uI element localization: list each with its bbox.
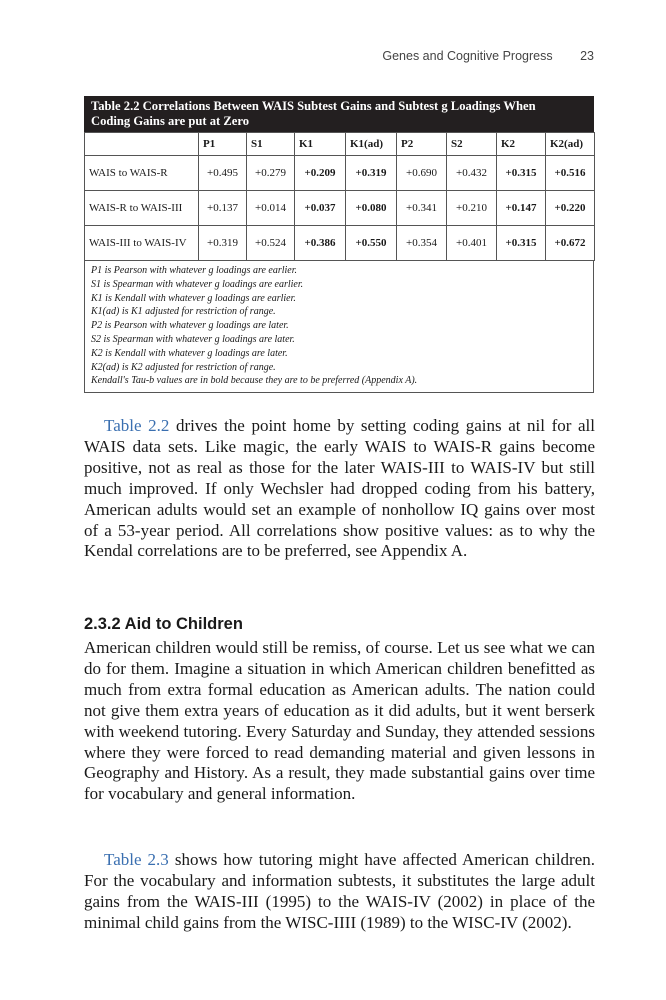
column-header-s2: S2 [447, 133, 497, 156]
table-cell: +0.386 [295, 226, 346, 261]
table-cell: +0.672 [546, 226, 595, 261]
table-cell: +0.315 [497, 226, 546, 261]
table-cell: +0.319 [199, 226, 247, 261]
column-header-k2: K2 [497, 133, 546, 156]
table-row [85, 191, 595, 226]
table-note: P2 is Pearson with whatever g loadings are later. [91, 320, 289, 332]
column-header-p1: P1 [199, 133, 247, 156]
column-header [85, 133, 199, 156]
table-cell: +0.137 [199, 191, 247, 226]
table-cell: +0.432 [447, 156, 497, 191]
table-note: K2 is Kendall with whatever g loadings are later. [91, 347, 288, 359]
page-number: 23 [580, 49, 594, 63]
table-cell: +0.516 [546, 156, 595, 191]
table-caption-line-1: Table 2.2 Correlations Between WAIS Subtest Gains and Subtest g Loadings When [91, 99, 536, 113]
table-notes [84, 261, 594, 393]
paragraph-text: drives the point home by setting coding gains at nil for all WAIS data sets. Like magic, the early WAIS to WAIS-R gains become positive, not as real as those for the later WAIS-III to WAIS-IV but still much improved. If only Wechsler had dropped coding from his battery, American adults would set an example of nonhollow IQ gains over most of a 53-year period. All correlations show positive values: as to why the Kendal correlations are to be preferred, see Appendix A. [84, 416, 595, 561]
table-note: S1 is Spearman with whatever g loadings are earlier. [91, 278, 304, 290]
table-cell: +0.279 [247, 156, 295, 191]
table-cell: +0.220 [546, 191, 595, 226]
row-label: WAIS-R to WAIS-III [85, 191, 199, 226]
table-cell: +0.014 [247, 191, 295, 226]
column-header-s1: S1 [247, 133, 295, 156]
table-caption [84, 96, 594, 132]
table-note: K1 is Kendall with whatever g loadings are earlier. [91, 292, 296, 304]
running-header [382, 49, 594, 63]
table-cell: +0.315 [497, 156, 546, 191]
table-cell: +0.690 [397, 156, 447, 191]
table-caption-line-2: Coding Gains are put at Zero [91, 114, 250, 128]
row-label: WAIS to WAIS-R [85, 156, 199, 191]
table-note: S2 is Spearman with whatever g loadings are later. [91, 333, 295, 345]
table-cell: +0.401 [447, 226, 497, 261]
table-cell: +0.147 [497, 191, 546, 226]
paragraph-table-2-3-discussion [84, 850, 595, 934]
paragraph-text: shows how tutoring might have affected American children. For the vocabulary and information subtests, it substitutes the large adult gains from the WAIS-III (1995) to the WAIS-IV (2002) in place of the minimal child gains from the WISC-IIII (1989) to the WISC-IV (2002). [84, 850, 596, 932]
table-cell: +0.495 [199, 156, 247, 191]
table-2-3-link[interactable]: Table 2.3 [104, 850, 169, 869]
table-cell: +0.524 [247, 226, 295, 261]
table-cell: +0.037 [295, 191, 346, 226]
table-cell: +0.210 [447, 191, 497, 226]
paragraph-aid-to-children: American children would still be remiss, of course. Let us see what we can do for them. Imagine a situation in which American children benefitted as much from extra formal education as American adults. The nation could not give them extra years of education as it did adults, but it went berserk with weekend tutoring. Every Saturday and Sunday, they attended sessions where they were forced to read demanding material and given lessons in Geography and History. As a result, they made substantial gains over time for vocabulary and general information. [84, 638, 595, 804]
table-row [85, 226, 595, 261]
table-2-2 [84, 96, 594, 393]
section-heading: 2.3.2 Aid to Children [84, 615, 243, 633]
table-note: K1(ad) is K1 adjusted for restriction of range. [91, 306, 276, 318]
row-label: WAIS-III to WAIS-IV [85, 226, 199, 261]
correlation-table [84, 132, 595, 261]
table-cell: +0.319 [346, 156, 397, 191]
column-header-k1: K1 [295, 133, 346, 156]
column-header-k1-ad: K1(ad) [346, 133, 397, 156]
table-note: Kendall's Tau-b values are in bold because they are to be preferred (Appendix A). [91, 375, 418, 387]
paragraph-table-2-2-discussion [84, 416, 595, 562]
table-cell: +0.341 [397, 191, 447, 226]
table-cell: +0.209 [295, 156, 346, 191]
table-note: P1 is Pearson with whatever g loadings are earlier. [91, 265, 298, 276]
table-2-2-link[interactable]: Table 2.2 [104, 416, 170, 435]
table-note: K2(ad) is K2 adjusted for restriction of range. [91, 361, 276, 373]
table-cell: +0.550 [346, 226, 397, 261]
table-cell: +0.354 [397, 226, 447, 261]
running-title: Genes and Cognitive Progress [382, 49, 553, 63]
column-header-p2: P2 [397, 133, 447, 156]
column-header-k2-ad: K2(ad) [546, 133, 595, 156]
table-row [85, 156, 595, 191]
table-cell: +0.080 [346, 191, 397, 226]
table-header-row [85, 133, 595, 156]
